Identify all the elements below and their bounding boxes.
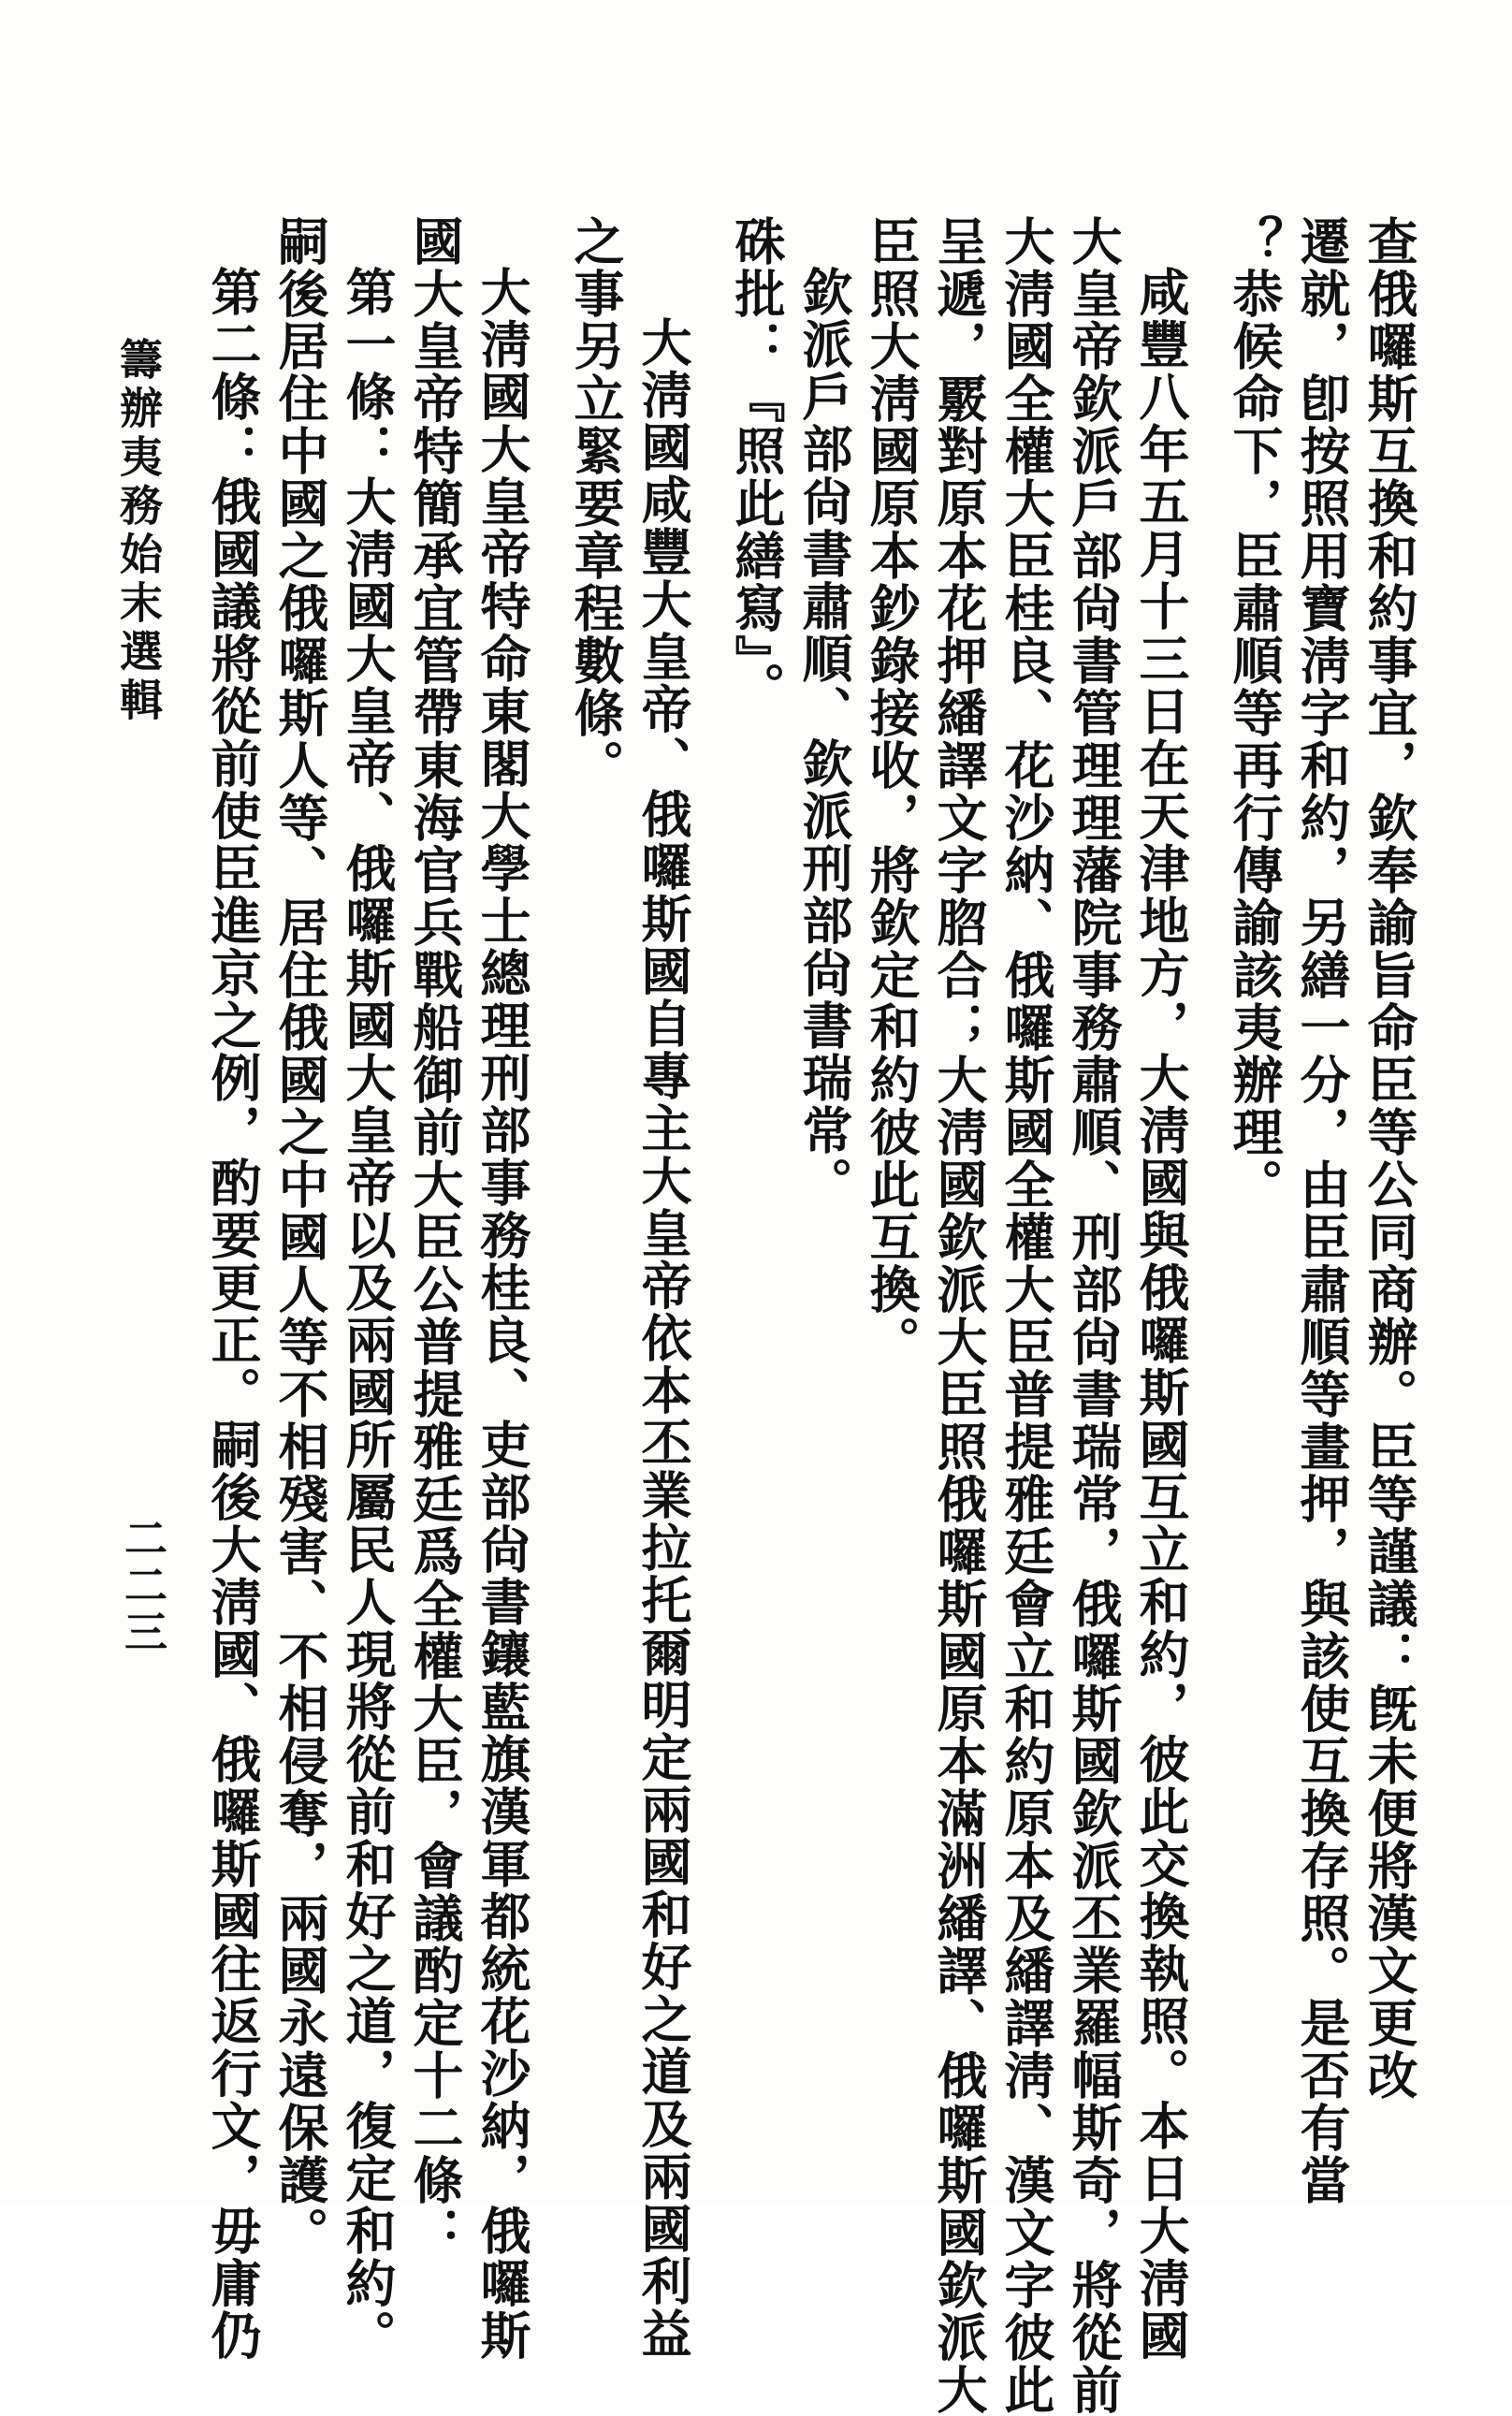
text-column: 嗣後居住中國之俄囉斯人等、居住俄國之中國人等不相殘害、不相侵奪，兩國永遠保護。 [270,215,330,2259]
text-column: 國大皇帝特簡承宜管帶東海官兵戰船御前大臣公普提雅廷爲全權大臣，會議酌定十二條： [405,215,465,2259]
text-column: 大皇帝欽派戶部尙書管理理藩院事務肅順、刑部尙書瑞常，俄囉斯國欽派丕業羅幅斯奇，將從前 [1064,215,1124,2416]
text-column: 大淸國咸豐大皇帝、俄囉斯國自專主大皇帝依本丕業拉托爾明定兩國和好之道及兩國利益 [633,316,693,2360]
text-column: 咸豐八年五月十三日在天津地方，大淸國與俄囉斯國互立和約，彼此交換執照。本日大淸國 [1131,266,1191,2362]
page-number: 二二三 [118,1516,168,1656]
text-column: 第二條：俄國議將從前使臣進京之例，酌要更正。嗣後大淸國、俄囉斯國往返行文，毋庸仍 [203,266,263,2362]
book-title: 籌辦夷務始末選輯 [113,337,164,726]
text-column: 呈遞，覈對原本花押繙譯文字脗合；大淸國欽派大臣照俄囉斯國原本滿洲繙譯、俄囉斯國欽派大 [929,215,989,2416]
text-column: 遷就，卽按照用寶淸字和約，另繕一分，由臣肅順等畫押，與該使互換存照。是否有當 [1292,215,1352,2206]
text-column: 大淸國全權大臣桂良、花沙納、俄囉斯國全權大臣普提雅廷會立和約原本及繙譯淸、漢文字彼此 [996,215,1056,2416]
text-column: 欽派戶部尙書肅順、欽派刑部尙書瑞常。 [794,266,854,1209]
text-column: 大淸國大皇帝特命東閣大學士總理刑部事務桂良、吏部尙書鑲藍旗漢軍都統花沙納，俄囉斯 [472,266,532,2362]
text-column: 第一條：大淸國大皇帝、俄囉斯國大皇帝以及兩國所屬民人現將從前和好之道，復定和約。 [338,266,398,2362]
text-column: 臣照大淸國原本鈔錄接收，將欽定和約彼此互換。 [862,215,922,1368]
text-column: 硃批：『照此繕寫』。 [727,215,787,714]
vertical-text-body [199,215,1423,2416]
text-column: 查俄囉斯互換和約事宜，欽奉諭旨命臣等公同商辦。臣等謹議：旣未便將漢文更改 [1359,215,1419,2102]
text-column: 之事另立緊要章程數條。 [566,215,626,792]
text-column: ？恭候命下，臣肅順等再行傳諭該夷辦理。 [1225,215,1285,1211]
